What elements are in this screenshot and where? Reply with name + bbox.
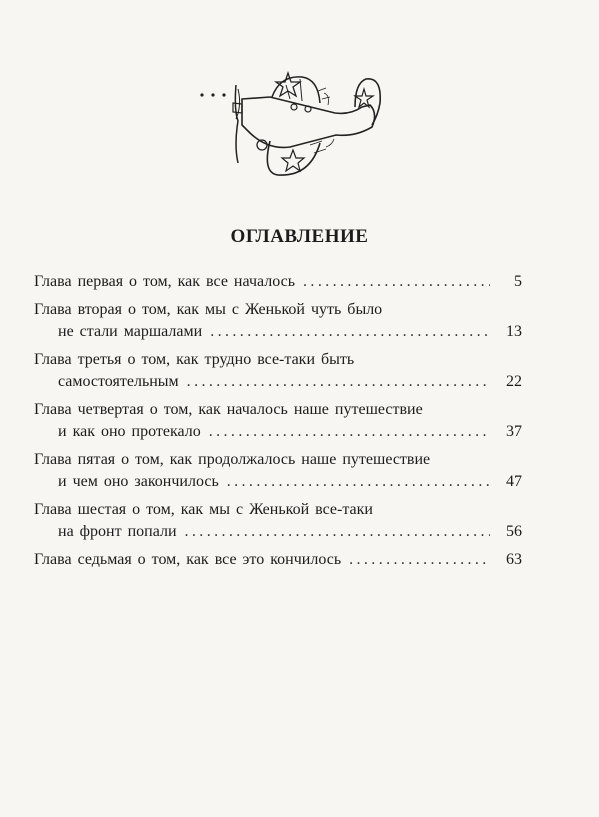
toc-entry-title: Глава седьмая о том, как все это кончилось (34, 550, 342, 568)
toc-page-number: 5 (514, 273, 522, 290)
toc-entry-title-continued: не стали маршалами (58, 323, 203, 340)
dot-leader (303, 271, 490, 294)
toc-entry-title: Глава пятая о том, как продолжалось наше путешествие (34, 450, 431, 468)
toc-entry-4[interactable] (34, 399, 522, 444)
dot-leader (227, 471, 490, 494)
toc-entry-title: Глава вторая о том, как мы с Женькой чуть было (34, 300, 383, 318)
toc-entry-title: Глава третья о том, как трудно все-таки быть (34, 350, 355, 368)
toc-page-number: 56 (506, 523, 522, 540)
toc-page-number: 37 (506, 423, 522, 440)
dot-leader (187, 371, 490, 394)
toc-entry-title-continued: и чем оно закончилось (58, 473, 219, 490)
toc-entry-5[interactable] (34, 449, 522, 494)
toc-title: ОГЛАВЛЕНИЕ (230, 226, 369, 247)
toc-page-number: 63 (506, 550, 522, 568)
toc-entry-title-continued: на фронт попали (58, 523, 177, 540)
toc-entry-1[interactable] (34, 271, 522, 294)
toc-entry-7[interactable] (34, 549, 522, 572)
toc-entry-title-continued: и как оно протекало (58, 423, 201, 440)
airplane-drawing-icon (150, 55, 390, 195)
toc-entry-title-continued: самостоятельным (58, 373, 179, 390)
toc-page-number: 22 (506, 373, 522, 390)
toc-entry-title: Глава шестая о том, как мы с Женькой все-таки (34, 500, 373, 518)
dot-leader (210, 321, 490, 344)
table-of-contents (34, 271, 522, 576)
dot-leader (185, 521, 491, 544)
toc-entry-title: Глава четвертая о том, как началось наше путешествие (34, 400, 423, 418)
toc-entry-title: Глава первая о том, как все началось (34, 273, 296, 290)
dot-leader (209, 421, 490, 444)
toc-entry-3[interactable] (34, 349, 522, 394)
dot-leader (349, 549, 490, 572)
toc-entry-2[interactable] (34, 299, 522, 344)
toc-page-number: 13 (506, 323, 522, 340)
toc-page-number: 47 (506, 473, 522, 490)
toc-entry-6[interactable] (34, 499, 522, 544)
